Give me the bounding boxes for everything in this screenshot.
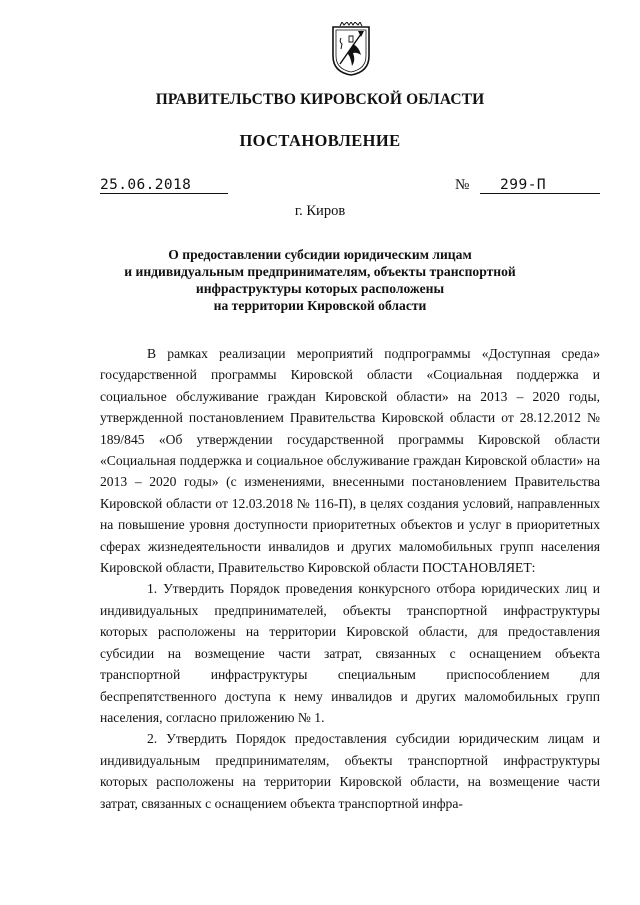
title-line: О предоставлении субсидии юридическим лицам [168, 247, 472, 262]
coat-of-arms-icon [331, 22, 371, 76]
document-title [80, 246, 560, 314]
city: г. Киров [294, 203, 346, 219]
title-line: и индивидуальным предпринимателям, объекты транспортной [124, 264, 516, 279]
number-sign: № [455, 177, 470, 193]
date-underline [100, 193, 228, 194]
title-line: на территории Кировской области [213, 298, 427, 313]
document-date: 25.06.2018 [100, 177, 192, 193]
government-name: ПРАВИТЕЛЬСТВО КИРОВСКОЙ ОБЛАСТИ [155, 91, 485, 108]
clause-1-paragraph: 1. Утвердить Порядок проведения конкурсного отбора юридических лиц и индивидуальных предпринимателей, объекты транспортной инфраструктуры которых расположены на территории Кировской области, для предоставления субсидии на возмещение части затрат, связанных с оснащением объекта транспортной инфраструктуры специальным приспособлением для беспрепятственного доступа к нему инвалидов и других маломобильных групп населения, согласно приложению № 1. [100, 581, 600, 725]
document-type: ПОСТАНОВЛЕНИЕ [239, 131, 401, 150]
clause-2-paragraph: 2. Утвердить Порядок предоставления субсидии юридическим лицам и индивидуальным предпринимателям, объекты транспортной инфраструктуры которых расположены на территории Кировской области, на возмещение части затрат, связанных с оснащением объекта транспортной инфра- [100, 731, 600, 811]
number-underline [480, 193, 600, 194]
preamble-paragraph: В рамках реализации мероприятий подпрограммы «Доступная среда» государственной программы Кировской области «Социальная поддержка и социальное обслуживание граждан Кировской области» на 2013 – 2020 годы, утвержденной постановлением Правительства Кировской области от 28.12.2012 № 189/845 «Об утверждении государственной программы Кировской области «Социальная поддержка и социальное обслуживание граждан Кировской области» на 2013 – 2020 годы» (с изменениями, внесенными постановлением Правительства Кировской области от 12.03.2018 № 116-П), в целях создания условий, направленных на повышение уровня доступности приоритетных объектов и услуг в приоритетных сферах жизнедеятельности инвалидов и других маломобильных групп населения Кировской области, Правительство Кировской области ПОСТАНОВЛЯЕТ: [100, 346, 600, 576]
document-number: 299-П [500, 177, 547, 193]
document-body [100, 343, 600, 814]
title-line: инфраструктуры которых расположены [195, 281, 445, 296]
